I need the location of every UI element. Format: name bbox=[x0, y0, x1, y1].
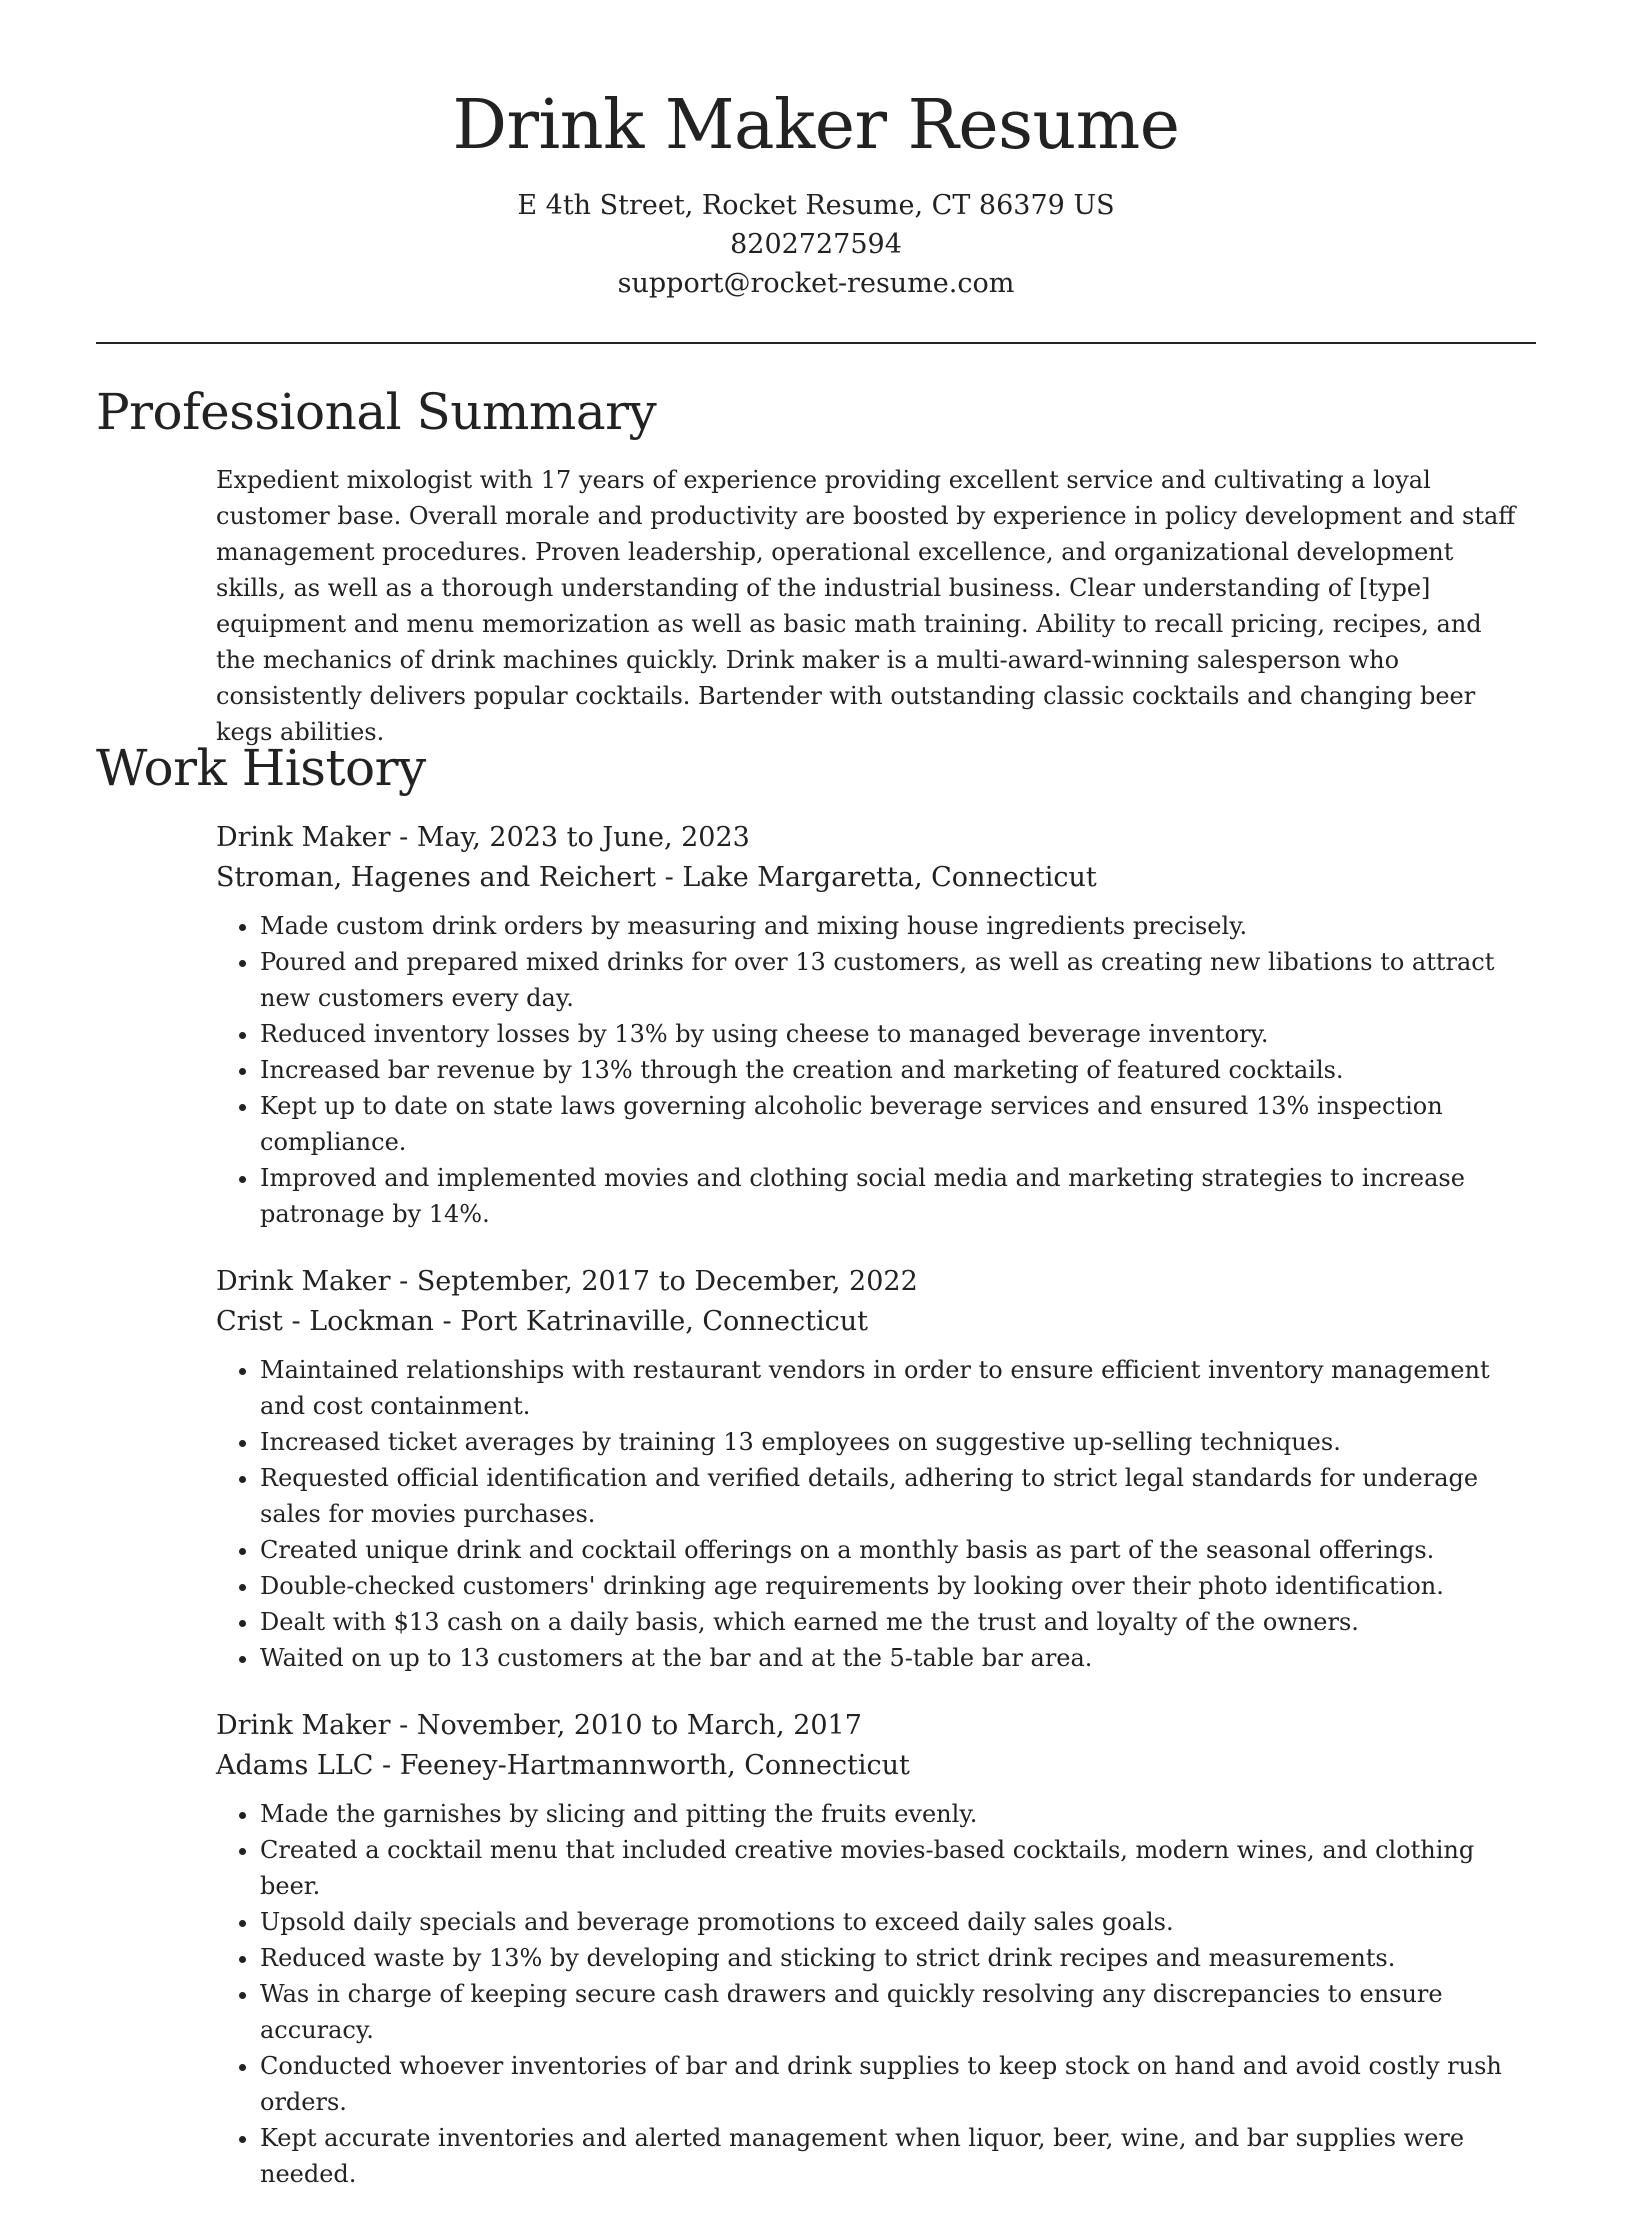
job-company-line: Adams LLC - Feeney-Hartmannworth, Connecticut bbox=[216, 1750, 910, 1781]
job-location: Port Katrinaville, Connecticut bbox=[460, 1306, 869, 1337]
job-entry bbox=[216, 818, 1526, 1232]
job-bullet: • Improved and implemented movies and clothing social media and marketing strategies to increase patronage by 14%. bbox=[260, 1160, 1526, 1232]
job-bullet: • Kept accurate inventories and alerted management when liquor, beer, wine, and bar supplies were needed. bbox=[260, 2120, 1526, 2192]
job-company: Stroman, Hagenes and Reichert bbox=[216, 862, 657, 893]
job-company-line: Crist - Lockman - Port Katrinaville, Connecticut bbox=[216, 1306, 869, 1337]
work-history-heading: Work History bbox=[96, 739, 426, 797]
job-bullet: • Maintained relationships with restaurant vendors in order to ensure efficient inventory management and cost containment. bbox=[260, 1352, 1526, 1424]
job-bullet: • Poured and prepared mixed drinks for over 13 customers, as well as creating new libations to attract new customers every day. bbox=[260, 944, 1526, 1016]
contact-address: E 4th Street, Rocket Resume, CT 86379 US bbox=[517, 190, 1115, 221]
job-title: Drink Maker bbox=[216, 1266, 391, 1297]
work-history-list bbox=[216, 818, 1526, 2222]
contact-phone: 8202727594 bbox=[730, 229, 902, 260]
job-bullet: • Kept up to date on state laws governing alcoholic beverage services and ensured 13% inspection compliance. bbox=[260, 1088, 1526, 1160]
summary-text: Expedient mixologist with 17 years of experience providing excellent service and cultivating a loyal customer base. Overall morale and productivity are boosted by experience in policy development and staff management procedures. Proven leadership, operational excellence, and organizational development skills, as well as a thorough understanding of the industrial business. Clear understanding of [type] equipment and menu memorization as well as basic math training. Ability to recall pricing, recipes, and the mechanics of drink machines quickly. Drink maker is a multi-award-winning salesperson who consistently delivers popular cocktails. Bartender with outstanding classic cocktails and changing beer kegs abilities. bbox=[216, 466, 1516, 746]
job-dates: May, 2023 to June, 2023 bbox=[416, 822, 750, 853]
job-company: Crist - Lockman bbox=[216, 1306, 434, 1337]
job-location: Lake Margaretta, Connecticut bbox=[682, 862, 1097, 893]
job-bullet: • Was in charge of keeping secure cash drawers and quickly resolving any discrepancies to ensure accuracy. bbox=[260, 1976, 1526, 2048]
job-bullet: • Reduced waste by 13% by developing and sticking to strict drink recipes and measurements. bbox=[260, 1940, 1526, 1976]
job-bullet: • Increased ticket averages by training 13 employees on suggestive up-selling techniques. bbox=[260, 1424, 1526, 1460]
job-dates: September, 2017 to December, 2022 bbox=[416, 1266, 918, 1297]
job-bullet: • Created a cocktail menu that included creative movies-based cocktails, modern wines, and clothing beer. bbox=[260, 1832, 1526, 1904]
job-title-line: Drink Maker - November, 2010 to March, 2017 bbox=[216, 1710, 862, 1741]
job-bullet: • Conducted whoever inventories of bar and drink supplies to keep stock on hand and avoid costly rush orders. bbox=[260, 2048, 1526, 2120]
job-company-line: Stroman, Hagenes and Reichert - Lake Margaretta, Connecticut bbox=[216, 862, 1097, 893]
job-title-line: Drink Maker - September, 2017 to December, 2022 bbox=[216, 1266, 918, 1297]
contact-email: support@rocket-resume.com bbox=[617, 268, 1015, 299]
job-location: Feeney-Hartmannworth, Connecticut bbox=[399, 1750, 910, 1781]
job-bullet: • Upsold daily specials and beverage promotions to exceed daily sales goals. bbox=[260, 1904, 1526, 1940]
job-bullets bbox=[216, 1352, 1526, 1676]
job-bullet: • Created unique drink and cocktail offerings on a monthly basis as part of the seasonal offerings. bbox=[260, 1532, 1526, 1568]
resume-header bbox=[96, 80, 1536, 303]
job-bullet: • Double-checked customers' drinking age requirements by looking over their photo identification. bbox=[260, 1568, 1526, 1604]
summary-heading: Professional Summary bbox=[96, 383, 657, 441]
job-entry bbox=[216, 1262, 1526, 1676]
job-bullet: • Requested official identification and verified details, adhering to strict legal standards for underage sales for movies purchases. bbox=[260, 1460, 1526, 1532]
job-bullet: • Increased bar revenue by 13% through the creation and marketing of featured cocktails. bbox=[260, 1052, 1526, 1088]
job-title: Drink Maker bbox=[216, 1710, 391, 1741]
job-entry bbox=[216, 1706, 1526, 2192]
job-bullet: • Dealt with $13 cash on a daily basis, which earned me the trust and loyalty of the owners. bbox=[260, 1604, 1526, 1640]
job-bullets bbox=[216, 908, 1526, 1232]
job-bullet: • Waited on up to 13 customers at the bar and at the 5-table bar area. bbox=[260, 1640, 1526, 1676]
job-dates: November, 2010 to March, 2017 bbox=[416, 1710, 862, 1741]
resume-title: Drink Maker Resume bbox=[452, 86, 1180, 165]
job-bullets bbox=[216, 1796, 1526, 2192]
job-bullet: • Reduced inventory losses by 13% by using cheese to managed beverage inventory. bbox=[260, 1016, 1526, 1052]
job-title-line: Drink Maker - May, 2023 to June, 2023 bbox=[216, 822, 750, 853]
job-bullet: • Made the garnishes by slicing and pitting the fruits evenly. bbox=[260, 1796, 1526, 1832]
job-company: Adams LLC bbox=[216, 1750, 374, 1781]
header-divider bbox=[96, 342, 1536, 344]
job-title: Drink Maker bbox=[216, 822, 391, 853]
job-bullet: • Made custom drink orders by measuring and mixing house ingredients precisely. bbox=[260, 908, 1526, 944]
